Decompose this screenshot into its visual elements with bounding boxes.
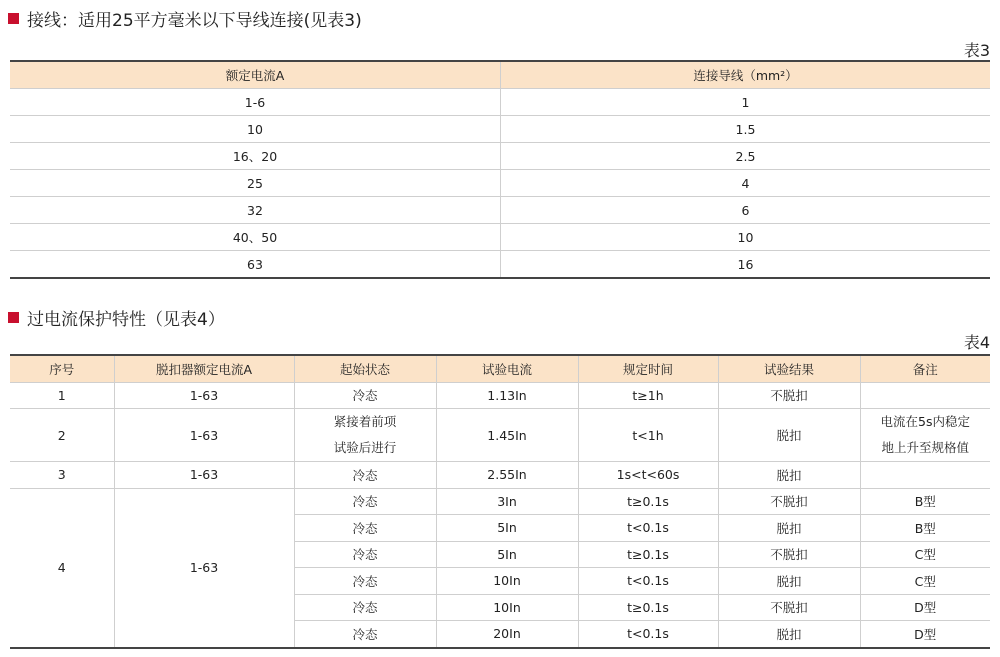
cell-wire: 4 (501, 170, 991, 197)
header-wire-size: 连接导线（mm²） (501, 61, 991, 89)
cell-rated: 63 (10, 251, 501, 279)
section-title-overcurrent (8, 305, 225, 330)
cell-rated: 1-63 (114, 382, 294, 409)
table-row (10, 170, 990, 197)
cell-result: 脱扣 (718, 568, 860, 595)
cell-result: 脱扣 (718, 462, 860, 489)
cell-result: 不脱扣 (718, 382, 860, 409)
cell-time: 1s<t<60s (578, 462, 718, 489)
cell-note: B型 (860, 515, 990, 542)
cell-rated: 32 (10, 197, 501, 224)
red-square-icon (8, 13, 19, 24)
table-header-row (10, 355, 990, 382)
cell-result: 脱扣 (718, 515, 860, 542)
cell-current: 1.13In (436, 382, 578, 409)
cell-current: 20In (436, 621, 578, 648)
cell-time: t≥0.1s (578, 594, 718, 621)
cell-rated: 25 (10, 170, 501, 197)
cell-note: B型 (860, 488, 990, 515)
cell-note (860, 462, 990, 489)
note-line-1: 电流在5s内稳定 (880, 414, 970, 429)
cell-state: 冷态 (294, 515, 436, 542)
cell-note (860, 382, 990, 409)
cell-current: 5In (436, 515, 578, 542)
state-line-2: 试验后进行 (333, 440, 397, 455)
cell-wire: 1 (501, 89, 991, 116)
red-square-icon (8, 312, 19, 323)
cell-no: 1 (10, 382, 114, 409)
cell-time: t<1h (578, 409, 718, 462)
cell-wire: 2.5 (501, 143, 991, 170)
cell-wire: 10 (501, 224, 991, 251)
table-header-row (10, 61, 990, 89)
table-row (10, 382, 990, 409)
cell-current: 10In (436, 568, 578, 595)
cell-no: 4 (10, 488, 114, 648)
cell-time: t≥0.1s (578, 488, 718, 515)
cell-current: 2.55In (436, 462, 578, 489)
cell-wire: 1.5 (501, 116, 991, 143)
cell-rated: 1-63 (114, 488, 294, 648)
table-row (10, 197, 990, 224)
table-row (10, 89, 990, 116)
table-row (10, 409, 990, 462)
state-line-1: 紧接着前项 (333, 414, 397, 429)
cell-current: 5In (436, 541, 578, 568)
cell-rated: 1-63 (114, 462, 294, 489)
cell-state: 冷态 (294, 382, 436, 409)
cell-time: t≥1h (578, 382, 718, 409)
cell-result: 脱扣 (718, 621, 860, 648)
cell-time: t<0.1s (578, 515, 718, 542)
cell-rated: 1-6 (10, 89, 501, 116)
cell-state: 冷态 (294, 462, 436, 489)
header-rated-current: 额定电流A (10, 61, 501, 89)
header-test-current: 试验电流 (436, 355, 578, 382)
table-row (10, 462, 990, 489)
table-row (10, 224, 990, 251)
cell-current: 3In (436, 488, 578, 515)
header-no: 序号 (10, 355, 114, 382)
header-initial-state: 起始状态 (294, 355, 436, 382)
cell-state: 冷态 (294, 621, 436, 648)
table-row (10, 116, 990, 143)
cell-rated: 1-63 (114, 409, 294, 462)
cell-state: 冷态 (294, 568, 436, 595)
cell-rated: 40、50 (10, 224, 501, 251)
cell-note: C型 (860, 568, 990, 595)
cell-wire: 6 (501, 197, 991, 224)
table-tag-3: 表3 (963, 41, 990, 60)
note-line-2: 地上升至规格值 (881, 440, 969, 455)
cell-note: D型 (860, 594, 990, 621)
cell-note: C型 (860, 541, 990, 568)
cell-state: 冷态 (294, 541, 436, 568)
header-release-current: 脱扣器额定电流A (114, 355, 294, 382)
header-note: 备注 (860, 355, 990, 382)
cell-result: 不脱扣 (718, 488, 860, 515)
cell-rated: 10 (10, 116, 501, 143)
table-row (10, 488, 990, 515)
cell-state: 冷态 (294, 488, 436, 515)
cell-current: 1.45In (436, 409, 578, 462)
cell-result: 不脱扣 (718, 594, 860, 621)
header-test-result: 试验结果 (718, 355, 860, 382)
wire-table (10, 60, 990, 279)
table-tag-4: 表4 (963, 333, 990, 352)
cell-wire: 16 (737, 256, 754, 272)
cell-time: t<0.1s (578, 568, 718, 595)
cell-note (860, 409, 990, 462)
table-row (10, 143, 990, 170)
cell-time: t≥0.1s (578, 541, 718, 568)
cell-current: 10In (436, 594, 578, 621)
overcurrent-table (10, 354, 990, 649)
section-title-text: 过电流保护特性（见表4） (27, 310, 225, 330)
cell-state (294, 409, 436, 462)
cell-no: 2 (10, 409, 114, 462)
section-title-wiring (8, 6, 362, 31)
table-row (10, 251, 990, 279)
cell-state: 冷态 (294, 594, 436, 621)
cell-note: D型 (860, 621, 990, 648)
cell-rated: 16、20 (10, 143, 501, 170)
section-title-text: 接线：适用25平方毫米以下导线连接(见表3) (27, 11, 362, 31)
header-specified-time: 规定时间 (578, 355, 718, 382)
cell-result: 不脱扣 (718, 541, 860, 568)
cell-result: 脱扣 (718, 409, 860, 462)
cell-time: t<0.1s (578, 621, 718, 648)
cell-no: 3 (10, 462, 114, 489)
